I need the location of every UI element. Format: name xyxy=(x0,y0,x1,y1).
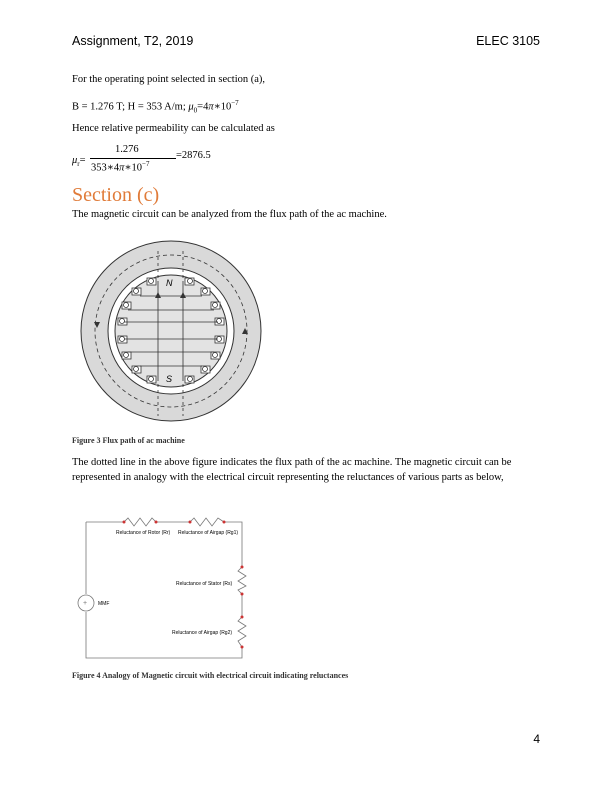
svg-text:+: + xyxy=(83,600,88,607)
fraction-bar xyxy=(90,158,176,159)
section-c-text: The magnetic circuit can be analyzed from the flux path of the ac machine. xyxy=(72,209,387,220)
formula-numerator: 1.276 xyxy=(115,144,139,155)
paragraph-operating-point-intro: For the operating point selected in section (a), xyxy=(72,74,266,85)
ac-machine-figure xyxy=(80,240,262,422)
circuit-wire xyxy=(86,522,242,658)
header-left: Assignment, T2, 2019 xyxy=(72,34,194,48)
formula-result: =2876.5 xyxy=(176,150,211,161)
rotor-reluctance-label: Reluctance of Rotor (Rr) xyxy=(116,530,171,536)
airgap1-reluctance-label: Reluctance of Airgap (Rg1) xyxy=(178,530,239,536)
rotor-resistor xyxy=(124,518,156,526)
paragraph-flux-path: The dotted line in the above figure indicates the flux path of the ac machine. The magnetic circuit can be represented in analogy with the electrical circuit representing the reluctances of various parts as below, xyxy=(72,457,512,483)
paragraph-permeability-intro: Hence relative permeability can be calculated as xyxy=(72,123,275,134)
section-c-title: Section (c) xyxy=(72,184,160,206)
north-pole-label: N xyxy=(166,278,173,288)
stator-resistor xyxy=(238,567,246,594)
page-number: 4 xyxy=(533,732,540,746)
stator-reluctance-label: Reluctance of Stator (Rs) xyxy=(176,581,233,587)
formula-denominator: $353∗4\pi∗10^{-7}$ xyxy=(91,160,150,174)
equivalent-circuit-figure xyxy=(72,512,252,664)
airgap2-resistor xyxy=(238,617,246,647)
south-pole-label: S xyxy=(166,374,173,384)
header-right: ELEC 3105 xyxy=(476,34,540,48)
figure-4-caption: Figure 4 Analogy of Magnetic circuit with electrical circuit indicating reluctances xyxy=(72,671,349,680)
airgap2-reluctance-label: Reluctance of Airgap (Rg2) xyxy=(172,630,233,636)
operating-point-values: B = 1.276 T; H = 353 A/m; $\mu_0=4\pi∗10^{-7}$ xyxy=(72,99,239,115)
mmf-label: MMF xyxy=(98,601,110,607)
figure-3-caption: Figure 3 Flux path of ac machine xyxy=(72,436,185,445)
airgap1-resistor xyxy=(190,518,224,526)
